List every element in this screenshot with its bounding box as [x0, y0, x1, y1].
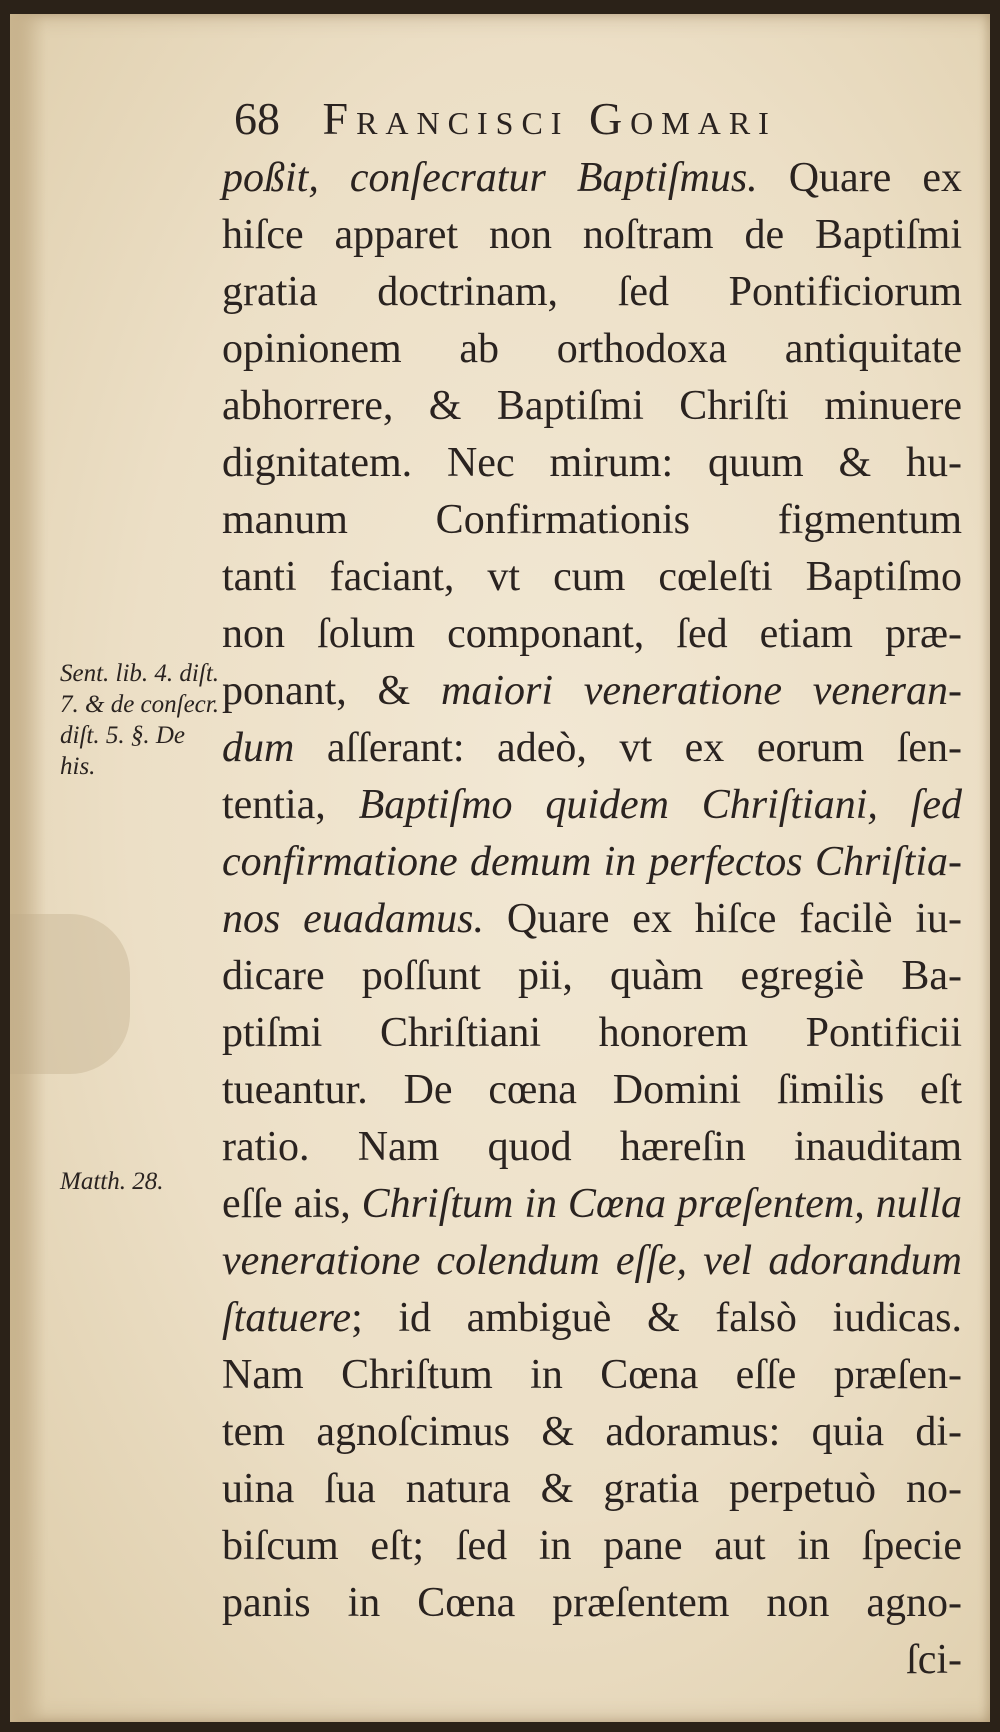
roman-text: Quare ex hiſce facilè iu-: [484, 896, 962, 942]
text-line: [222, 1290, 962, 1347]
text-line: [222, 492, 962, 549]
text-line: [222, 1005, 962, 1062]
text-line: [222, 1176, 962, 1233]
roman-text: panis in Cœna præſentem non agno-: [222, 1580, 962, 1626]
italic-text: confirmatione demum in perfectos Chriſtia-: [222, 839, 962, 885]
text-line: [222, 606, 962, 663]
text-line: [222, 777, 962, 834]
text-line: [222, 435, 962, 492]
roman-text: dicare poſſunt pii, quàm egregiè Ba-: [222, 953, 962, 999]
text-line: [222, 1632, 962, 1689]
page-gutter-shadow: [10, 14, 46, 1722]
running-head: [234, 92, 934, 145]
roman-text: Nam Chriſtum in Cœna eſſe præſen-: [222, 1352, 962, 1398]
text-line: [222, 663, 962, 720]
margin-note-matth: Matth. 28.: [60, 1168, 164, 1195]
roman-text: aſſerant: adeò, vt ex eorum ſen-: [294, 725, 962, 771]
text-line: [222, 1461, 962, 1518]
italic-text: dum: [222, 725, 295, 771]
roman-text: eſſe ais,: [222, 1181, 362, 1227]
italic-text: maiori veneratione veneran-: [440, 668, 962, 714]
roman-text: uina ſua natura & gratia perpetuò no-: [222, 1466, 962, 1512]
author-name: Francisci Gomari: [322, 93, 777, 144]
book-page: [10, 14, 990, 1722]
text-line: [222, 321, 962, 378]
text-line: [222, 264, 962, 321]
text-line: [222, 207, 962, 264]
italic-text: veneratione colendum eſſe, vel adorandum: [222, 1238, 962, 1284]
roman-text: Quare ex: [757, 155, 962, 201]
roman-text: ſci-: [906, 1637, 962, 1683]
roman-text: abhorrere, & Baptiſmi Chriſti minuere: [222, 383, 962, 429]
text-line: [222, 378, 962, 435]
roman-text: dignitatem. Nec mirum: quum & hu-: [222, 440, 962, 486]
roman-text: ptiſmi Chriſtiani honorem Pontificii: [222, 1010, 962, 1056]
italic-text: Chriſtum in Cœna præſentem, nulla: [361, 1181, 962, 1227]
roman-text: hiſce apparet non noſtram de Baptiſmi: [222, 212, 962, 258]
roman-text: tanti faciant, vt cum cœleſti Baptiſmo: [222, 554, 962, 600]
body-text: [222, 150, 962, 1689]
text-line: [222, 834, 962, 891]
text-line: [222, 1518, 962, 1575]
roman-text: opinionem ab orthodoxa antiquitate: [222, 326, 962, 372]
roman-text: ponant, &: [222, 668, 441, 714]
text-line: [222, 1233, 962, 1290]
roman-text: gratia doctrinam, ſed Pontificiorum: [222, 269, 962, 315]
margin-note-sent: Sent. lib. 4. diſt. 7. & de conſecr. diſt. 5. §. De his.: [60, 660, 220, 780]
page-clip-shadow: [10, 914, 130, 1074]
text-line: [222, 549, 962, 606]
italic-text: nos euadamus.: [222, 896, 485, 942]
page-number: 68: [234, 93, 280, 144]
italic-text: poßit, conſecratur Baptiſmus.: [222, 155, 758, 201]
text-line: [222, 1119, 962, 1176]
roman-text: tueantur. De cœna Domini ſimilis eſt: [222, 1067, 962, 1113]
text-line: [222, 1062, 962, 1119]
text-line: [222, 1404, 962, 1461]
text-line: [222, 948, 962, 1005]
roman-text: tentia,: [222, 782, 359, 828]
text-line: [222, 1575, 962, 1632]
text-line: [222, 720, 962, 777]
text-line: [222, 891, 962, 948]
roman-text: non ſolum componant, ſed etiam præ-: [222, 611, 962, 657]
roman-text: ; id ambiguè & falsò iudicas.: [351, 1295, 962, 1341]
text-line: [222, 1347, 962, 1404]
roman-text: manum Confirmationis figmentum: [222, 497, 962, 543]
italic-text: Baptiſmo quidem Chriſtiani, ſed: [358, 782, 962, 828]
roman-text: ratio. Nam quod hæreſin inauditam: [222, 1124, 962, 1170]
roman-text: biſcum eſt; ſed in pane aut in ſpecie: [222, 1523, 962, 1569]
text-line: [222, 150, 962, 207]
roman-text: tem agnoſcimus & adoramus: quia di-: [222, 1409, 962, 1455]
italic-text: ſtatuere: [222, 1295, 352, 1341]
